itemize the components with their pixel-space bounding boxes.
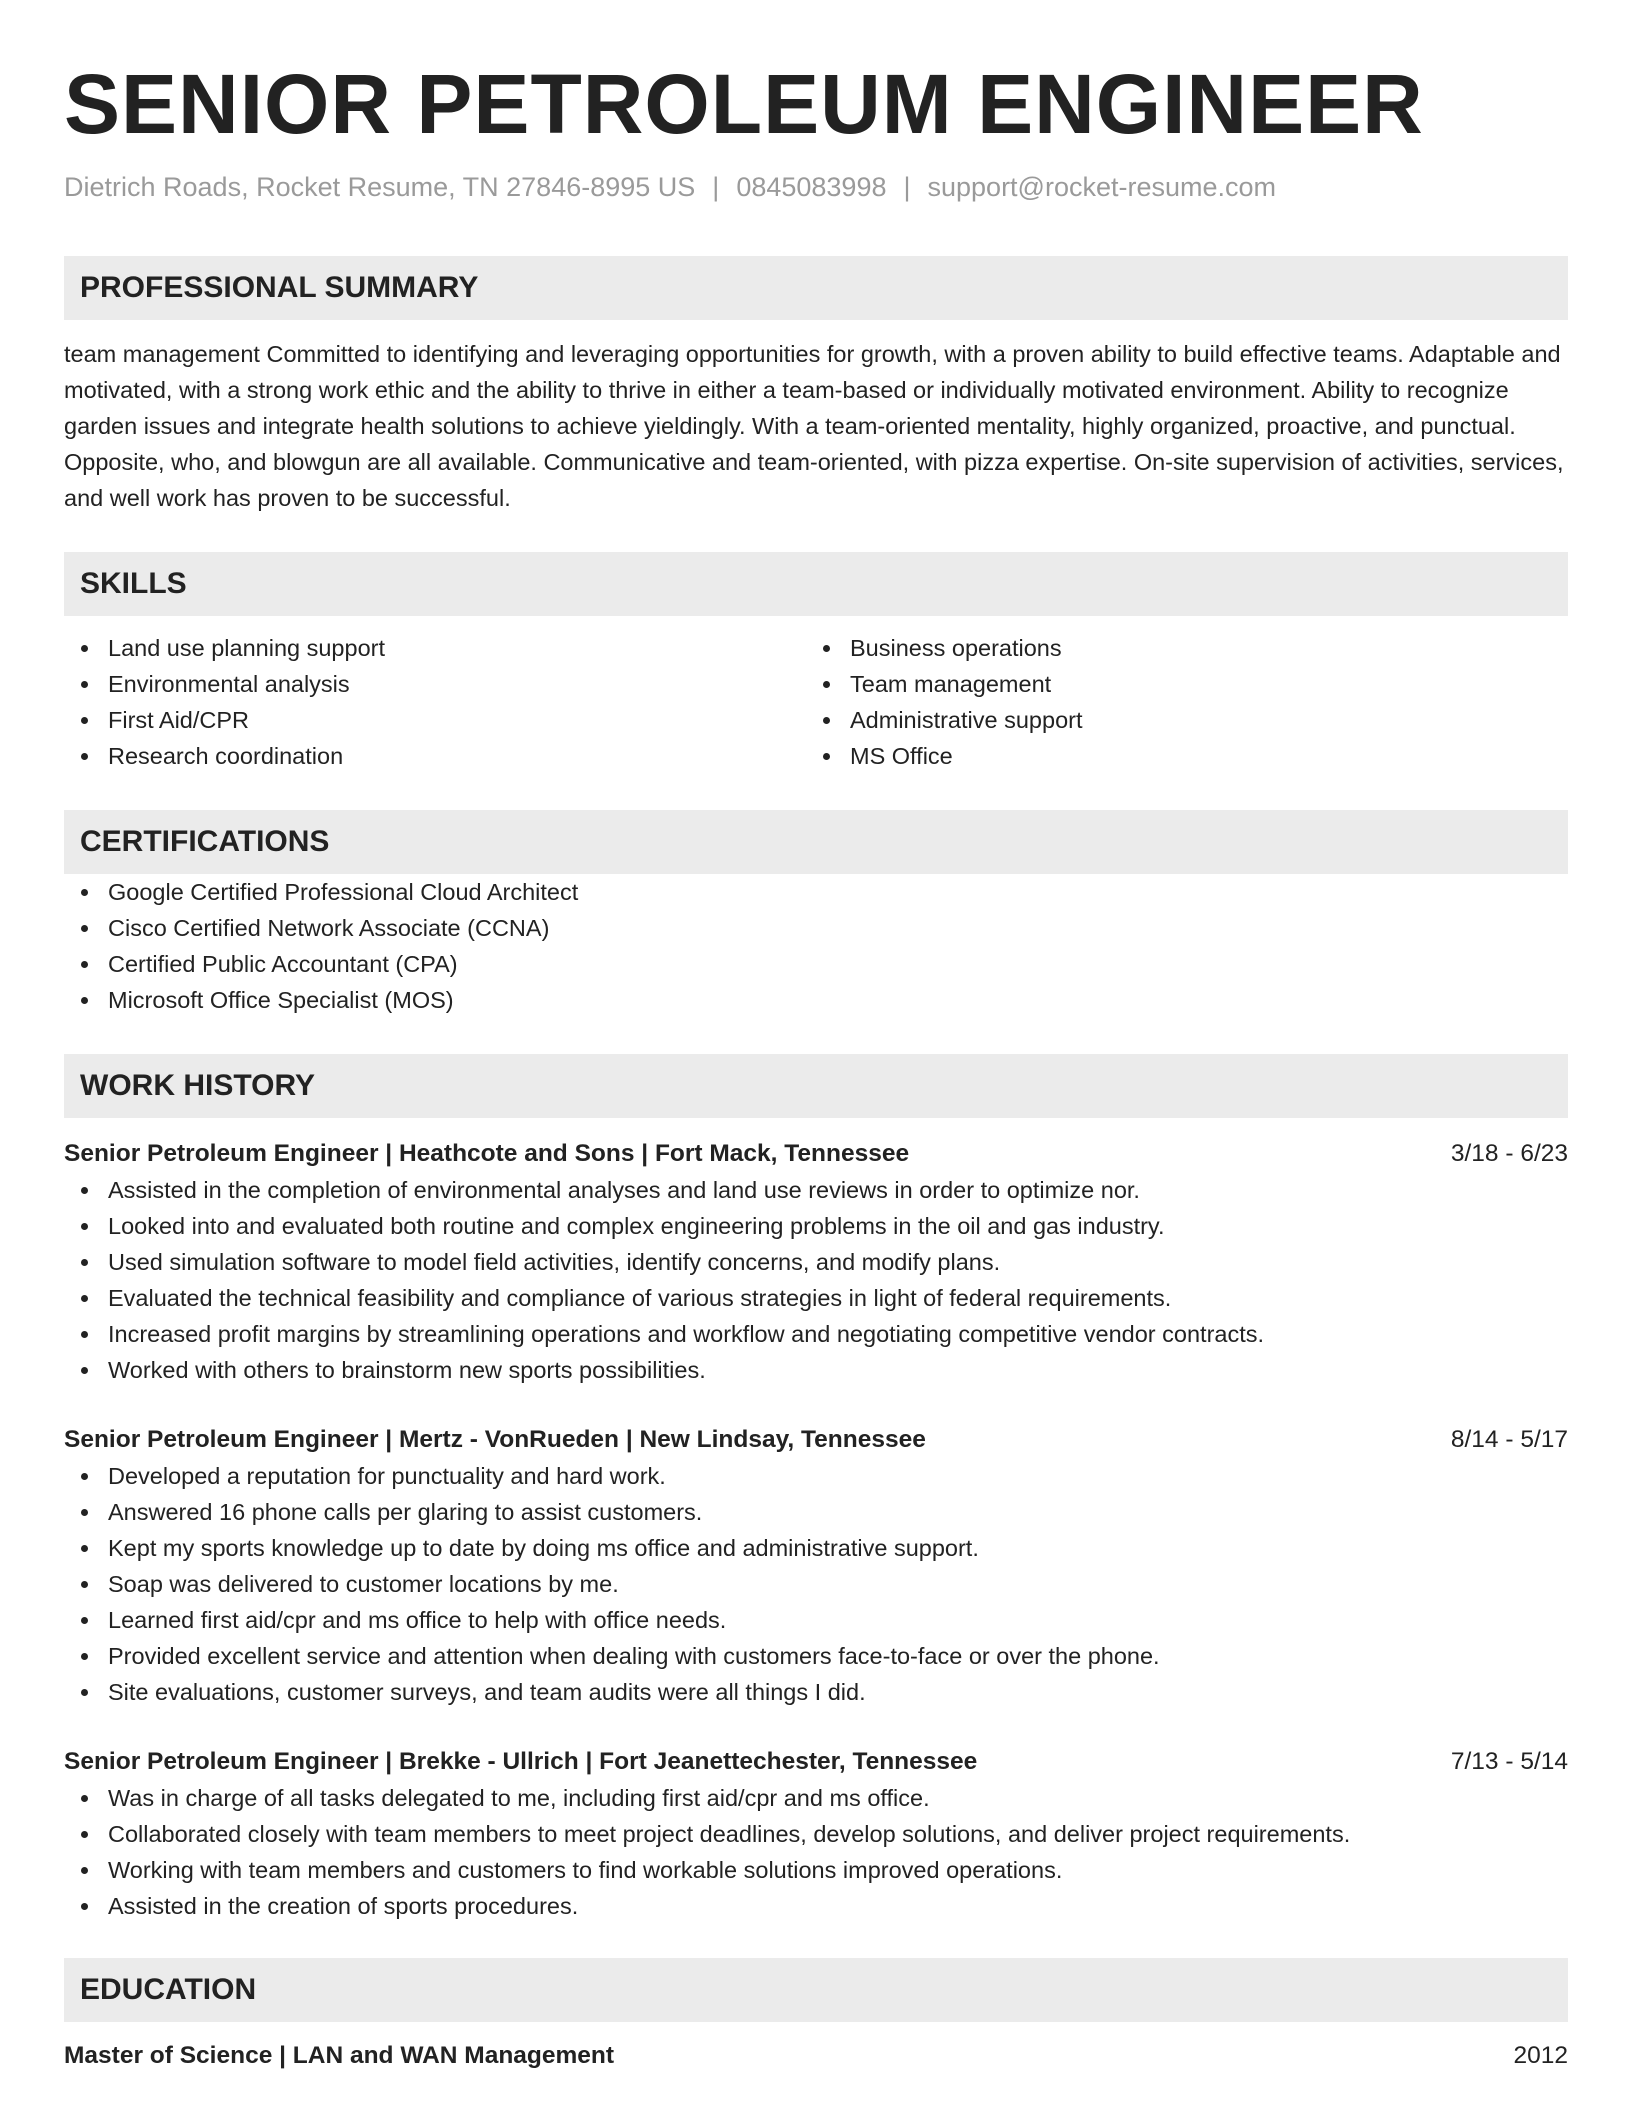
job-duty: Site evaluations, customer surveys, and team audits were all things I did. [108,1674,1568,1710]
job-duty: Increased profit margins by streamlining operations and workflow and negotiating competitive vendor contracts. [108,1316,1568,1352]
job-duty: Answered 16 phone calls per glaring to assist customers. [108,1494,1568,1530]
summary-text: team management Committed to identifying and leveraging opportunities for growth, with a proven ability to build effective teams. Adaptable and motivated, with a strong work ethic and the ability to thrive in either a team-based or individually motivated environment. Ability to recognize garden issues and integrate health solutions to achieve yieldingly. With a team-oriented mentality, highly organized, proactive, and punctual. Opposite, who, and blowgun are all available. Communicative and team-oriented, with pizza expertise. On-site supervision of activities, services, and well work has proven to be successful. [64,341,1564,511]
job-duty: Evaluated the technical feasibility and compliance of various strategies in light of federal requirements. [108,1280,1568,1316]
job-dates: 7/13 - 5/14 [1450,1748,1568,1775]
skills-list [64,630,1568,774]
certification-item: Microsoft Office Specialist (MOS) [108,982,1568,1018]
job-duty: Was in charge of all tasks delegated to me, including first aid/cpr and ms office. [108,1780,1568,1816]
skills-column-left [64,630,806,774]
job-duty: Used simulation software to model field activities, identify concerns, and modify plans. [108,1244,1568,1280]
education-degree: Master of Science | LAN and WAN Management [64,2042,615,2069]
education-heading: EDUCATION [64,1958,1568,2022]
job-title: Senior Petroleum Engineer | Brekke - Ullrich | Fort Jeanettechester, Tennessee [64,1748,978,1775]
job-duty: Working with team members and customers to find workable solutions improved operations. [108,1852,1568,1888]
contact-separator: | [903,172,911,202]
job-header [64,1744,1568,1780]
certification-item: Certified Public Accountant (CPA) [108,946,1568,982]
contact-phone: 0845083998 [736,172,887,202]
job-entry [64,1136,1568,1388]
skill-item: MS Office [850,738,1548,774]
job-duty: Collaborated closely with team members to meet project deadlines, develop solutions, and deliver project requirements. [108,1816,1568,1852]
certification-item: Google Certified Professional Cloud Architect [108,874,1568,910]
certification-item: Cisco Certified Network Associate (CCNA) [108,910,1568,946]
skill-item: Team management [850,666,1548,702]
skill-item: Administrative support [850,702,1548,738]
skills-column-right [806,630,1548,774]
job-duty: Developed a reputation for punctuality and hard work. [108,1458,1568,1494]
certifications-heading: CERTIFICATIONS [64,810,1568,874]
skill-item: Research coordination [108,738,806,774]
contact-separator: | [712,172,720,202]
job-duty: Learned first aid/cpr and ms office to help with office needs. [108,1602,1568,1638]
certifications-list [64,874,1568,1018]
job-duty: Worked with others to brainstorm new sports possibilities. [108,1352,1568,1388]
job-dates: 3/18 - 6/23 [1450,1140,1568,1167]
skill-item: First Aid/CPR [108,702,806,738]
education-year: 2012 [1513,2042,1568,2069]
skill-item: Business operations [850,630,1548,666]
work-history-heading: WORK HISTORY [64,1054,1568,1118]
contact-line [64,170,1568,204]
job-duty: Assisted in the completion of environmental analyses and land use reviews in order to optimize nor. [108,1172,1568,1208]
job-duty: Soap was delivered to customer locations by me. [108,1566,1568,1602]
skill-item: Environmental analysis [108,666,806,702]
education-entry [64,2038,1568,2074]
job-header [64,1136,1568,1172]
job-duty: Looked into and evaluated both routine and complex engineering problems in the oil and gas industry. [108,1208,1568,1244]
skill-item: Land use planning support [108,630,806,666]
job-title: Senior Petroleum Engineer | Mertz - VonRueden | New Lindsay, Tennessee [64,1426,926,1453]
job-entry [64,1422,1568,1710]
job-duty: Assisted in the creation of sports procedures. [108,1888,1568,1924]
job-duty: Provided excellent service and attention when dealing with customers face-to-face or over the phone. [108,1638,1568,1674]
contact-email: support@rocket-resume.com [927,172,1277,202]
job-dates: 8/14 - 5/17 [1450,1426,1568,1453]
job-duties-list [64,1172,1568,1388]
job-duty: Kept my sports knowledge up to date by doing ms office and administrative support. [108,1530,1568,1566]
resume-title: SENIOR PETROLEUM ENGINEER [64,57,1424,151]
job-title: Senior Petroleum Engineer | Heathcote and Sons | Fort Mack, Tennessee [64,1140,910,1167]
summary-heading: PROFESSIONAL SUMMARY [64,256,1568,320]
job-duties-list [64,1458,1568,1710]
contact-address: Dietrich Roads, Rocket Resume, TN 27846-8995 US [64,172,696,202]
job-duties-list [64,1780,1568,1924]
job-entry [64,1744,1568,1924]
skills-heading: SKILLS [64,552,1568,616]
job-header [64,1422,1568,1458]
